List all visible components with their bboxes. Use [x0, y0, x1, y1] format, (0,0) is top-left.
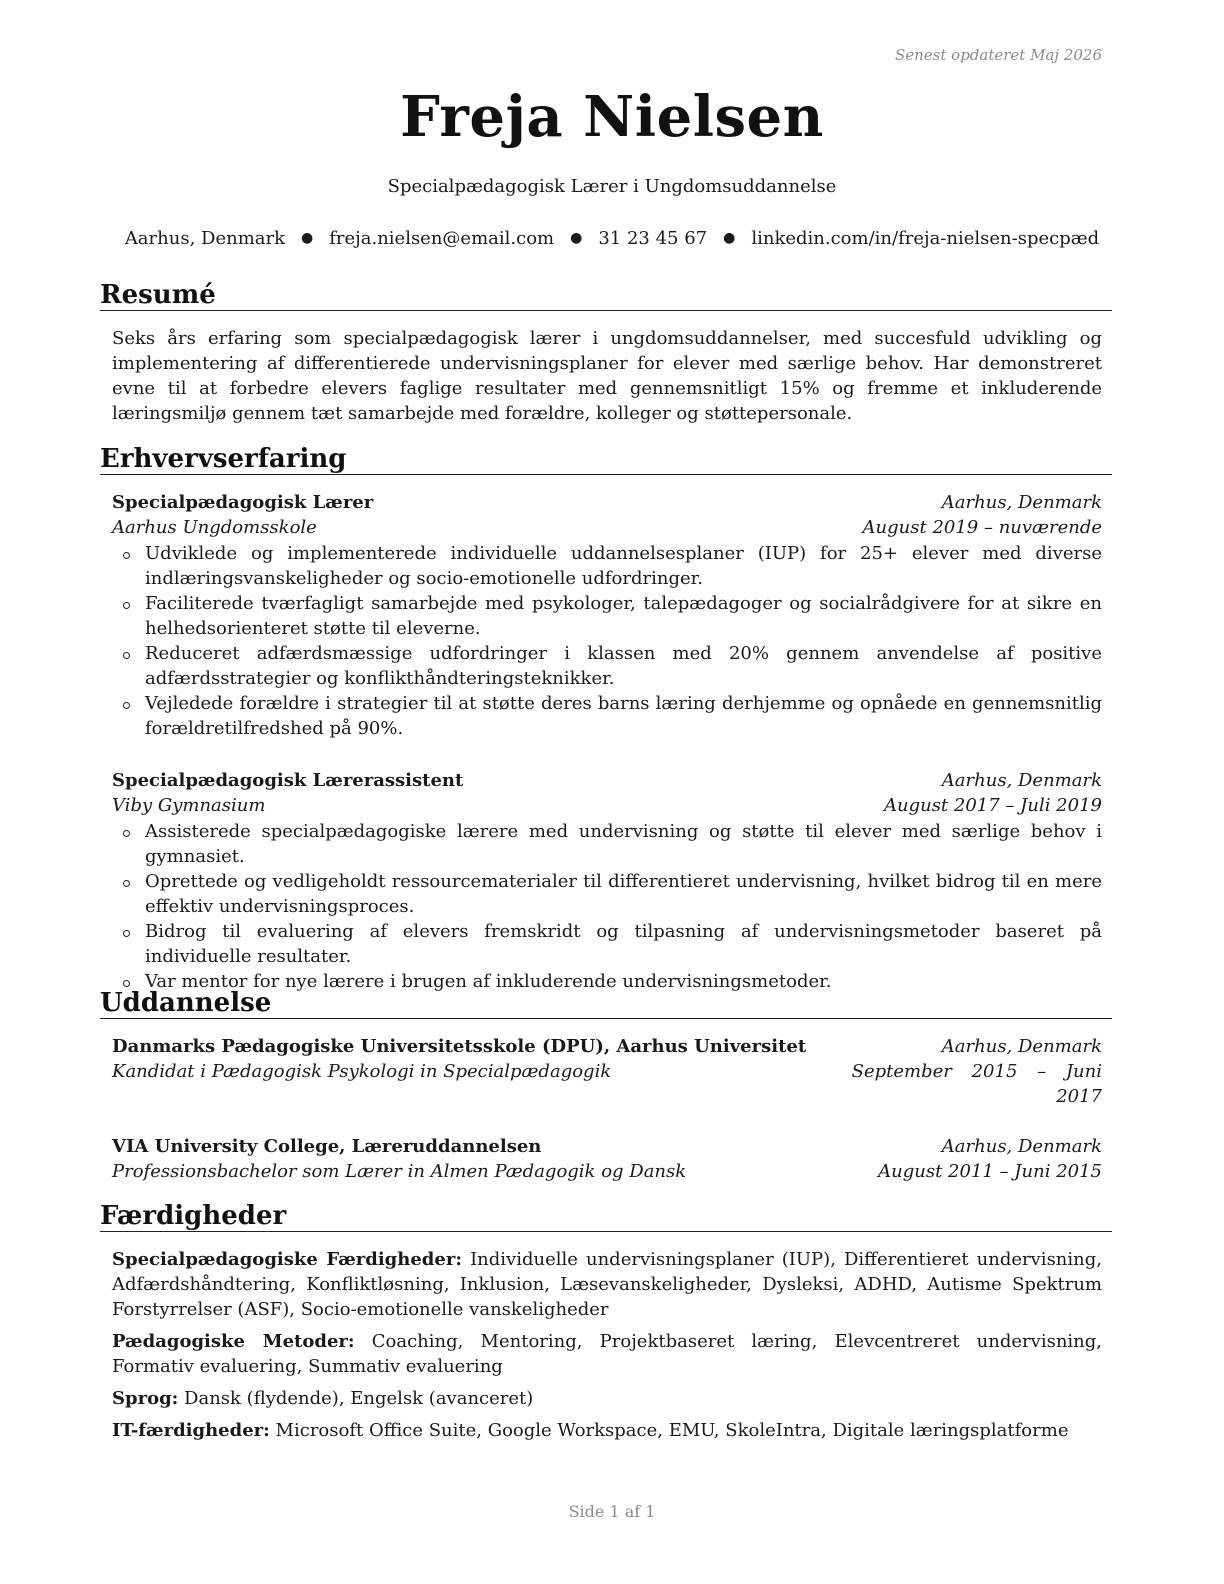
job-bullets	[112, 541, 1102, 741]
education-degree: Professionsbachelor som Lærer in Almen Pædagogik og Dansk	[112, 1161, 687, 1182]
job-role: Specialpædagogisk Lærerassistent	[112, 770, 464, 791]
circle-bullet-icon	[123, 652, 130, 659]
skill-value: Dansk (flydende), Engelsk (avanceret)	[184, 1388, 534, 1409]
education-school: VIA University College, Læreruddannelsen	[112, 1136, 542, 1157]
circle-bullet-icon	[123, 552, 130, 559]
education-location: Aarhus, Denmark	[941, 1036, 1102, 1057]
circle-bullet-icon	[123, 930, 130, 937]
bullet-separator-icon: ●	[723, 230, 736, 246]
skill-row	[112, 1386, 1102, 1411]
bullet-separator-icon: ●	[570, 230, 583, 246]
job-organization: Viby Gymnasium	[112, 795, 266, 816]
section-title-experience: Erhvervserfaring	[100, 444, 1112, 475]
education-dates: September 2015 – Juni	[851, 1061, 1102, 1082]
list-item: Faciliterede tværfagligt samarbejde med psykologer, talepædagoger og socialrådgivere for at sikre en helhedsorienteret støtte til eleverne.	[112, 591, 1102, 641]
skill-row	[112, 1247, 1102, 1322]
skill-value: Coaching, Mentoring, Projektbaseret læring, Elevcentreret undervisning, Formativ evaluering, Summativ evaluering	[112, 1331, 1103, 1377]
circle-bullet-icon	[123, 980, 130, 987]
circle-bullet-icon	[123, 880, 130, 887]
contact-email[interactable]: freja.nielsen@email.com	[329, 228, 555, 249]
list-item: Reduceret adfærdsmæssige udfordringer i klassen med 20% gennem anvendelse af positive adfærdsstrategier og konflikthåndteringsteknikker.	[112, 641, 1102, 691]
circle-bullet-icon	[123, 830, 130, 837]
skill-label: IT-færdigheder:	[112, 1420, 270, 1441]
skill-value: Microsoft Office Suite, Google Workspace, EMU, SkoleIntra, Digitale læringsplatforme	[275, 1420, 1069, 1441]
education-dates: August 2011 – Juni 2015	[878, 1161, 1102, 1182]
skill-row	[112, 1329, 1102, 1379]
contact-linkedin[interactable]: linkedin.com/in/freja-nielsen-specpæd	[751, 228, 1100, 249]
skill-label: Pædagogiske Metoder:	[112, 1331, 355, 1352]
circle-bullet-icon	[123, 602, 130, 609]
skill-label: Sprog:	[112, 1388, 179, 1409]
job-dates: August 2017 – Juli 2019	[883, 795, 1102, 816]
summary-text: Seks års erfaring som specialpædagogisk lærer i ungdomsuddannelser, med succesfuld udvikling og implementering af differentierede undervisningsplaner for elever med særlige behov. Har demonstreret evne til at forbedre elevers faglige resultater med gennemsnitligt 15% og fremme et inkluderende læringsmiljø gennem tæt samarbejde med forældre, kolleger og støttepersonale.	[112, 328, 1102, 424]
job-location: Aarhus, Denmark	[941, 492, 1102, 513]
job-organization: Aarhus Ungdomsskole	[112, 517, 317, 538]
candidate-name: Freja Nielsen	[400, 84, 824, 150]
page-number: Side 1 af 1	[568, 1502, 656, 1521]
contact-line	[0, 228, 1224, 249]
last-updated: Senest opdateret Maj 2026	[894, 46, 1102, 64]
education-school: Danmarks Pædagogiske Universitetsskole (DPU), Aarhus Universitet	[112, 1036, 807, 1057]
section-title-education: Uddannelse	[100, 988, 1112, 1019]
skill-value: Individuelle undervisningsplaner (IUP), Differentieret undervisning, Adfærdshåndtering, Konfliktløsning, Inklusion, Læsevanskeligheder, Dysleksi, ADHD, Autisme Spektrum Forstyrrelser (ASF), Socio-emotionelle vanskeligheder	[112, 1249, 1102, 1320]
education-degree: Kandidat i Pædagogisk Psykologi in Specialpædagogik	[112, 1061, 612, 1082]
section-title-skills: Færdigheder	[100, 1201, 1112, 1232]
list-item: Vejledede forældre i strategier til at støtte deres barns læring derhjemme og opnåede en gennemsnitlig forældretilfredshed på 90%.	[112, 691, 1102, 741]
circle-bullet-icon	[123, 702, 130, 709]
education-location: Aarhus, Denmark	[941, 1136, 1102, 1157]
job-bullets	[112, 819, 1102, 994]
list-item: Bidrog til evaluering af elevers fremskridt og tilpasning af undervisningsmetoder baseret på individuelle resultater.	[112, 919, 1102, 969]
skill-row	[112, 1418, 1102, 1443]
section-title-summary: Resumé	[100, 280, 1112, 311]
list-item: Var mentor for nye lærere i brugen af inkluderende undervisningsmetoder.	[112, 969, 1102, 994]
candidate-title: Specialpædagogisk Lærer i Ungdomsuddannelse	[387, 176, 837, 197]
list-item: Assisterede specialpædagogiske lærere med undervisning og støtte til elever med særlige behov i gymnasiet.	[112, 819, 1102, 869]
contact-location: Aarhus, Denmark	[124, 228, 286, 249]
education-dates-year: 2017	[1056, 1086, 1102, 1107]
list-item: Oprettede og vedligeholdt ressourcematerialer til differentieret undervisning, hvilket bidrog til en mere effektiv undervisningsproces.	[112, 869, 1102, 919]
skill-label: Specialpædagogiske Færdigheder:	[112, 1249, 462, 1270]
bullet-separator-icon: ●	[301, 230, 314, 246]
job-dates: August 2019 – nuværende	[862, 517, 1102, 538]
contact-phone: 31 23 45 67	[598, 228, 708, 249]
job-location: Aarhus, Denmark	[941, 770, 1102, 791]
list-item: Udviklede og implementerede individuelle uddannelsesplaner (IUP) for 25+ elever med diverse indlæringsvanskeligheder og socio-emotionelle udfordringer.	[112, 541, 1102, 591]
job-role: Specialpædagogisk Lærer	[112, 492, 374, 513]
